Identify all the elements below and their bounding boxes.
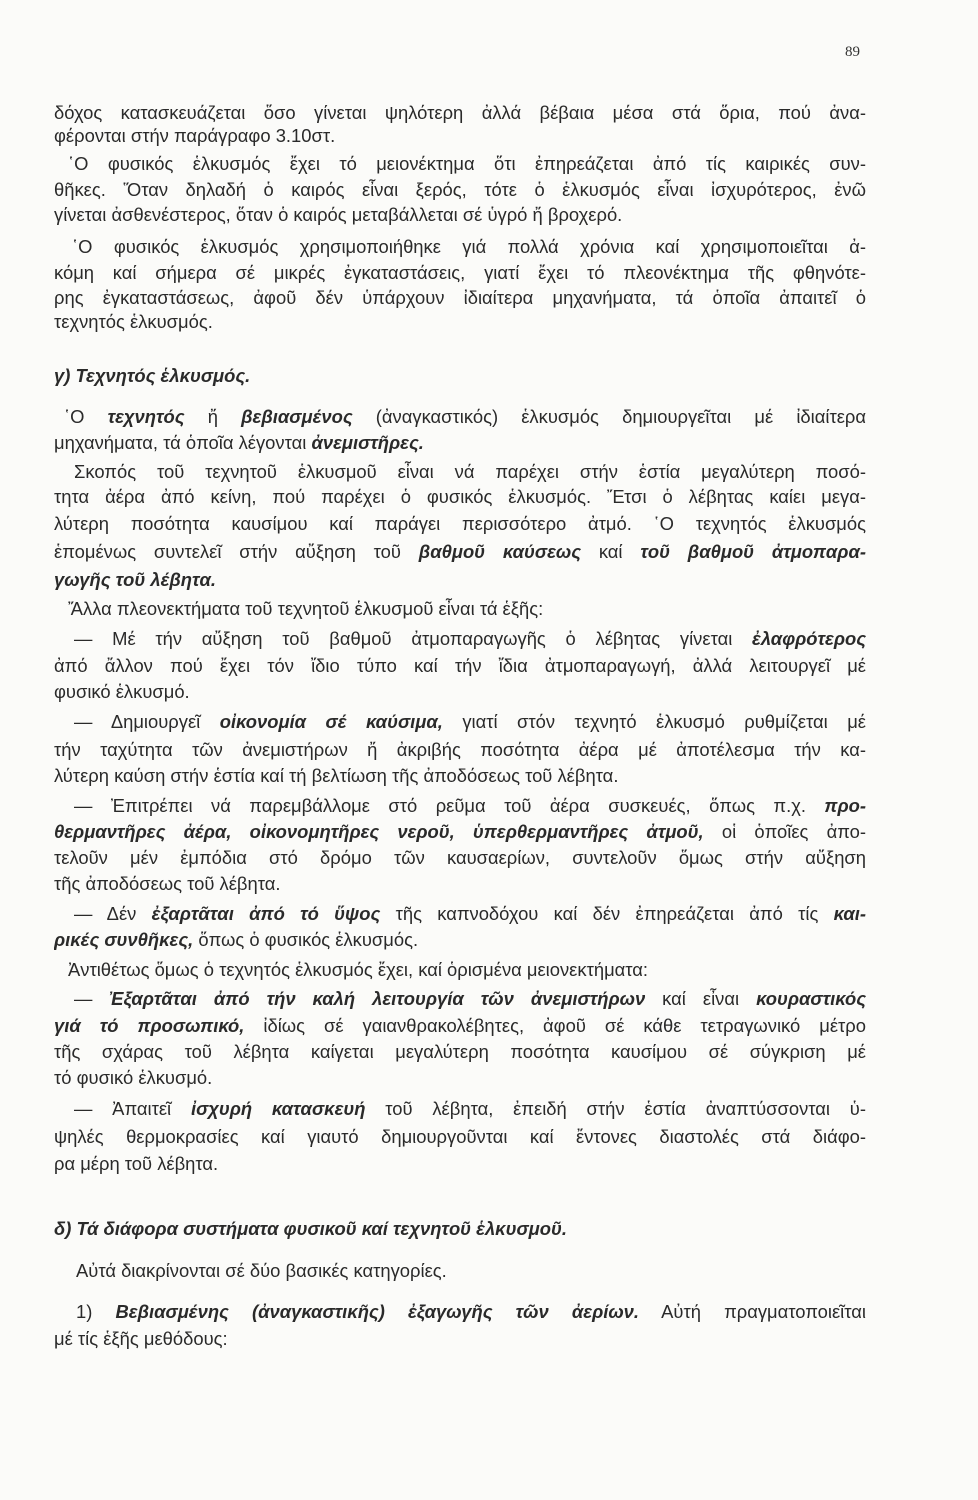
text-run: (ἀναγκαστικός) ἑλκυσμός δημιουργεῖται μέ ἰδιαίτερα — [352, 406, 866, 427]
text-line — [72, 235, 866, 258]
bold-term: και- — [833, 903, 866, 924]
text-run: ἀπό ἄλλον πού ἔχει τόν ἴδιο τύπο καί τήν ἴδια ἀτμοπαραγωγή, ἀλλά λειτουργεῖ μέ — [54, 655, 866, 676]
text-run: τῆς σχάρας τοῦ λέβητα καίγεται μεγαλύτερη ποσότητα καυσίμου σέ σύγκριση μέ — [54, 1041, 866, 1062]
text-line — [68, 152, 866, 175]
text-run: — Δημιουργεῖ — [74, 711, 220, 732]
text-run: θῆκες. Ὅταν δηλαδή ὁ καιρός εἶναι ξερός, τότε ὁ ἑλκυσμός εἶναι ἰσχυρότερος, ἐνῶ — [54, 179, 866, 200]
text-run: δόχος κατασκευάζεται ὅσο γίνεται ψηλότερη ἀλλά βέβαια μέσα στά ὅρια, πού ἀνα- — [54, 102, 866, 123]
text-run: ῾Ο — [64, 406, 108, 427]
text-line — [54, 124, 866, 147]
text-run: γίνεται ἀσθενέστερος, ὅταν ὁ καιρός μεταβάλλεται σέ ὑγρό ἤ βροχερό. — [54, 204, 623, 225]
text-line — [54, 928, 866, 951]
text-line — [54, 1125, 866, 1148]
text-run: τοῦ λέβητα, ἐπειδή στήν ἑστία ἀναπτύσσονται ὑ- — [365, 1098, 866, 1119]
text-run: μηχανήματα, τά ὁποῖα λέγονται — [54, 432, 312, 453]
text-run: τητα ἀέρα ἀπό κείνη, πού παρέχει ὁ φυσικός ἑλκυσμός. Ἔτσι ὁ λέβητας καίει μεγα- — [54, 486, 866, 507]
text-line — [54, 1040, 866, 1063]
text-run: λύτερη καύση στήν ἑστία καί τή βελτίωση τῆς ἀποδόσεως τοῦ λέβητα. — [54, 765, 619, 786]
text-line — [64, 405, 866, 428]
bold-term: ρικές συνθῆκες, — [54, 929, 194, 950]
text-run: φέρονται στήν παράγραφο 3.10στ. — [54, 125, 336, 146]
text-run: τελοῦν μέν ἐμπόδια στό δρόμο τῶν καυσαερίων, συντελοῦν ὅμως στήν αὔξηση — [54, 847, 866, 868]
text-line — [54, 261, 866, 284]
text-run: μέ τίς ἑξῆς μεθόδους: — [54, 1328, 228, 1349]
text-run: τεχνητός ἑλκυσμός. — [54, 311, 213, 332]
text-run: ῾Ο φυσικός ἑλκυσμός χρησιμοποιήθηκε γιά πολλά χρόνια καί χρησιμοποιεῖται ἀ- — [72, 236, 866, 257]
text-run: Αὐτά διακρίνονται σέ δύο βασικές κατηγορίες. — [76, 1260, 447, 1281]
text-line — [54, 101, 866, 124]
bold-term: ἀνεμιστῆρες. — [311, 432, 424, 453]
bold-term: γιά τό προσωπικό, — [54, 1015, 245, 1036]
text-line — [74, 627, 866, 650]
bold-term: βεβιασμένος — [241, 406, 353, 427]
section-heading-d — [54, 1217, 866, 1240]
text-run: οἱ ὁποῖες ἀπο- — [703, 821, 866, 842]
text-line — [54, 1014, 866, 1037]
text-run: καί εἶναι — [645, 988, 757, 1009]
text-run: γιατί στόν τεχνητό ἑλκυσμό ρυθμίζεται μέ — [442, 711, 866, 732]
bold-term: Ἐξαρτᾶται ἀπό τήν καλή λειτουργία τῶν ἀνεμιστήρων — [109, 988, 646, 1009]
text-line — [74, 1097, 866, 1120]
bold-term: γωγῆς τοῦ λέβητα. — [54, 569, 217, 590]
text-run: ψηλές θερμοκρασίες καί γιαυτό δημιουργοῦνται καί ἔντονες διαστολές στά διάφο- — [54, 1126, 866, 1147]
text-run: ρης ἐγκαταστάσεως, ἀφοῦ δέν ὑπάρχουν ἰδιαίτερα μηχανήματα, τά ὁποῖα ἀπαιτεῖ ὁ — [54, 287, 866, 308]
text-run: ἰδίως σέ γαιανθρακολέβητες, ἀφοῦ σέ κάθε τετραγωνικό μέτρο — [244, 1015, 866, 1036]
text-run: κόμη καί σήμερα σέ μικρές ἐγκαταστάσεις, γιατί ἔχει τό πλεονέκτημα τῆς φθηνότε- — [54, 262, 866, 283]
text-line — [54, 431, 866, 454]
text-line — [74, 794, 866, 817]
bold-term: προ- — [824, 795, 866, 816]
text-line — [54, 654, 866, 677]
text-run: — Ἐπιτρέπει νά παρεμβάλλομε στό ρεῦμα τοῦ ἀέρα συσκευές, ὅπως π.χ. — [74, 795, 825, 816]
text-run: τήν ταχύτητα τῶν ἀνεμιστήρων ἤ ἀκριβής ποσότητα ἀέρα μέ ἀποτέλεσμα τήν κα- — [54, 739, 866, 760]
text-line — [54, 1152, 866, 1175]
bold-term: οἰκονομία σέ καύσιμα, — [219, 711, 443, 732]
bold-term: ἰσχυρή κατασκευή — [190, 1098, 366, 1119]
text-run: ρα μέρη τοῦ λέβητα. — [54, 1153, 219, 1174]
section-heading-c — [54, 364, 866, 387]
bold-term: ἐξαρτᾶται ἀπό τό ὕψος — [151, 903, 381, 924]
text-run: Σκοπός τοῦ τεχνητοῦ ἑλκυσμοῦ εἶναι νά παρέχει στήν ἑστία μεγαλύτερη ποσό- — [74, 461, 866, 482]
text-line — [54, 846, 866, 869]
text-run: λύτερη ποσότητα καυσίμου καί παράγει περισσότερο ἀτμό. ῾Ο τεχνητός ἑλκυσμός — [54, 513, 866, 534]
text-line — [54, 738, 866, 761]
text-line — [54, 512, 866, 535]
text-line — [54, 872, 866, 895]
text-run: — Ἀπαιτεῖ — [74, 1098, 191, 1119]
text-line — [54, 820, 866, 843]
text-line — [54, 568, 866, 591]
text-run: τῆς ἀποδόσεως τοῦ λέβητα. — [54, 873, 281, 894]
text-line — [74, 710, 866, 733]
text-run: τό φυσικό ἑλκυσμό. — [54, 1067, 213, 1088]
text-line — [76, 1300, 866, 1323]
bold-term: θερμαντῆρες ἀέρα, οἰκονομητῆρες νεροῦ, ὑπερθερμαντῆρες ἀτμοῦ, — [54, 821, 704, 842]
text-run: ῾Ο φυσικός ἑλκυσμός ἔχει τό μειονέκτημα ὅτι ἐπηρεάζεται ἀπό τίς καιρικές συν- — [68, 153, 866, 174]
text-line — [54, 680, 866, 703]
text-run: τῆς καπνοδόχου καί δέν ἐπηρεάζεται ἀπό τίς — [380, 903, 834, 924]
text-run: ὅπως ὁ φυσικός ἑλκυσμός. — [193, 929, 419, 950]
text-line — [54, 540, 866, 563]
bold-term: βαθμοῦ καύσεως — [418, 541, 581, 562]
text-line — [74, 460, 866, 483]
bold-term: Βεβιασμένης (ἀναγκαστικῆς) ἐξαγωγῆς τῶν ἀερίων. — [115, 1301, 640, 1322]
text-line — [54, 485, 866, 508]
text-run: ἑπομένως συντελεῖ στήν αὔξηση τοῦ — [54, 541, 419, 562]
text-line — [74, 902, 866, 925]
text-run: φυσικό ἑλκυσμό. — [54, 681, 190, 702]
bold-term: τοῦ βαθμοῦ ἀτμοπαρα- — [640, 541, 866, 562]
text-line — [54, 1066, 866, 1089]
text-run: 1) — [76, 1301, 116, 1322]
bold-term: ἐλαφρότερος — [752, 628, 866, 649]
text-line — [54, 178, 866, 201]
text-line — [54, 286, 866, 309]
text-line — [76, 1259, 866, 1282]
text-line — [68, 597, 866, 620]
text-line — [54, 203, 866, 226]
text-line — [54, 1327, 866, 1350]
text-run: ἤ — [184, 406, 242, 427]
heading-text: δ) Τά διάφορα συστήματα φυσικοῦ καί τεχνητοῦ ἑλκυσμοῦ. — [54, 1218, 567, 1239]
text-run: — Δέν — [74, 903, 152, 924]
text-run: — Μέ τήν αὔξηση τοῦ βαθμοῦ ἀτμοπαραγωγῆς ὁ λέβητας γίνεται — [74, 628, 753, 649]
heading-text: γ) Τεχνητός ἑλκυσμός. — [54, 365, 251, 386]
text-line — [74, 987, 866, 1010]
text-line — [54, 764, 866, 787]
text-run: καί — [581, 541, 641, 562]
text-run: Ἄλλα πλεονεκτήματα τοῦ τεχνητοῦ ἑλκυσμοῦ εἶναι τά ἑξῆς: — [68, 598, 544, 619]
bold-term: κουραστικός — [756, 988, 866, 1009]
text-run: — — [74, 988, 110, 1009]
bold-term: τεχνητός — [107, 406, 185, 427]
text-line — [54, 310, 866, 333]
text-line — [68, 958, 866, 981]
text-run: Ἀντιθέτως ὅμως ὁ τεχνητός ἑλκυσμός ἔχει, καί ὁρισμένα μειονεκτήματα: — [68, 959, 649, 980]
page-number: 89 — [845, 44, 860, 60]
text-run: Αὐτή πραγματοποιεῖται — [639, 1301, 866, 1322]
